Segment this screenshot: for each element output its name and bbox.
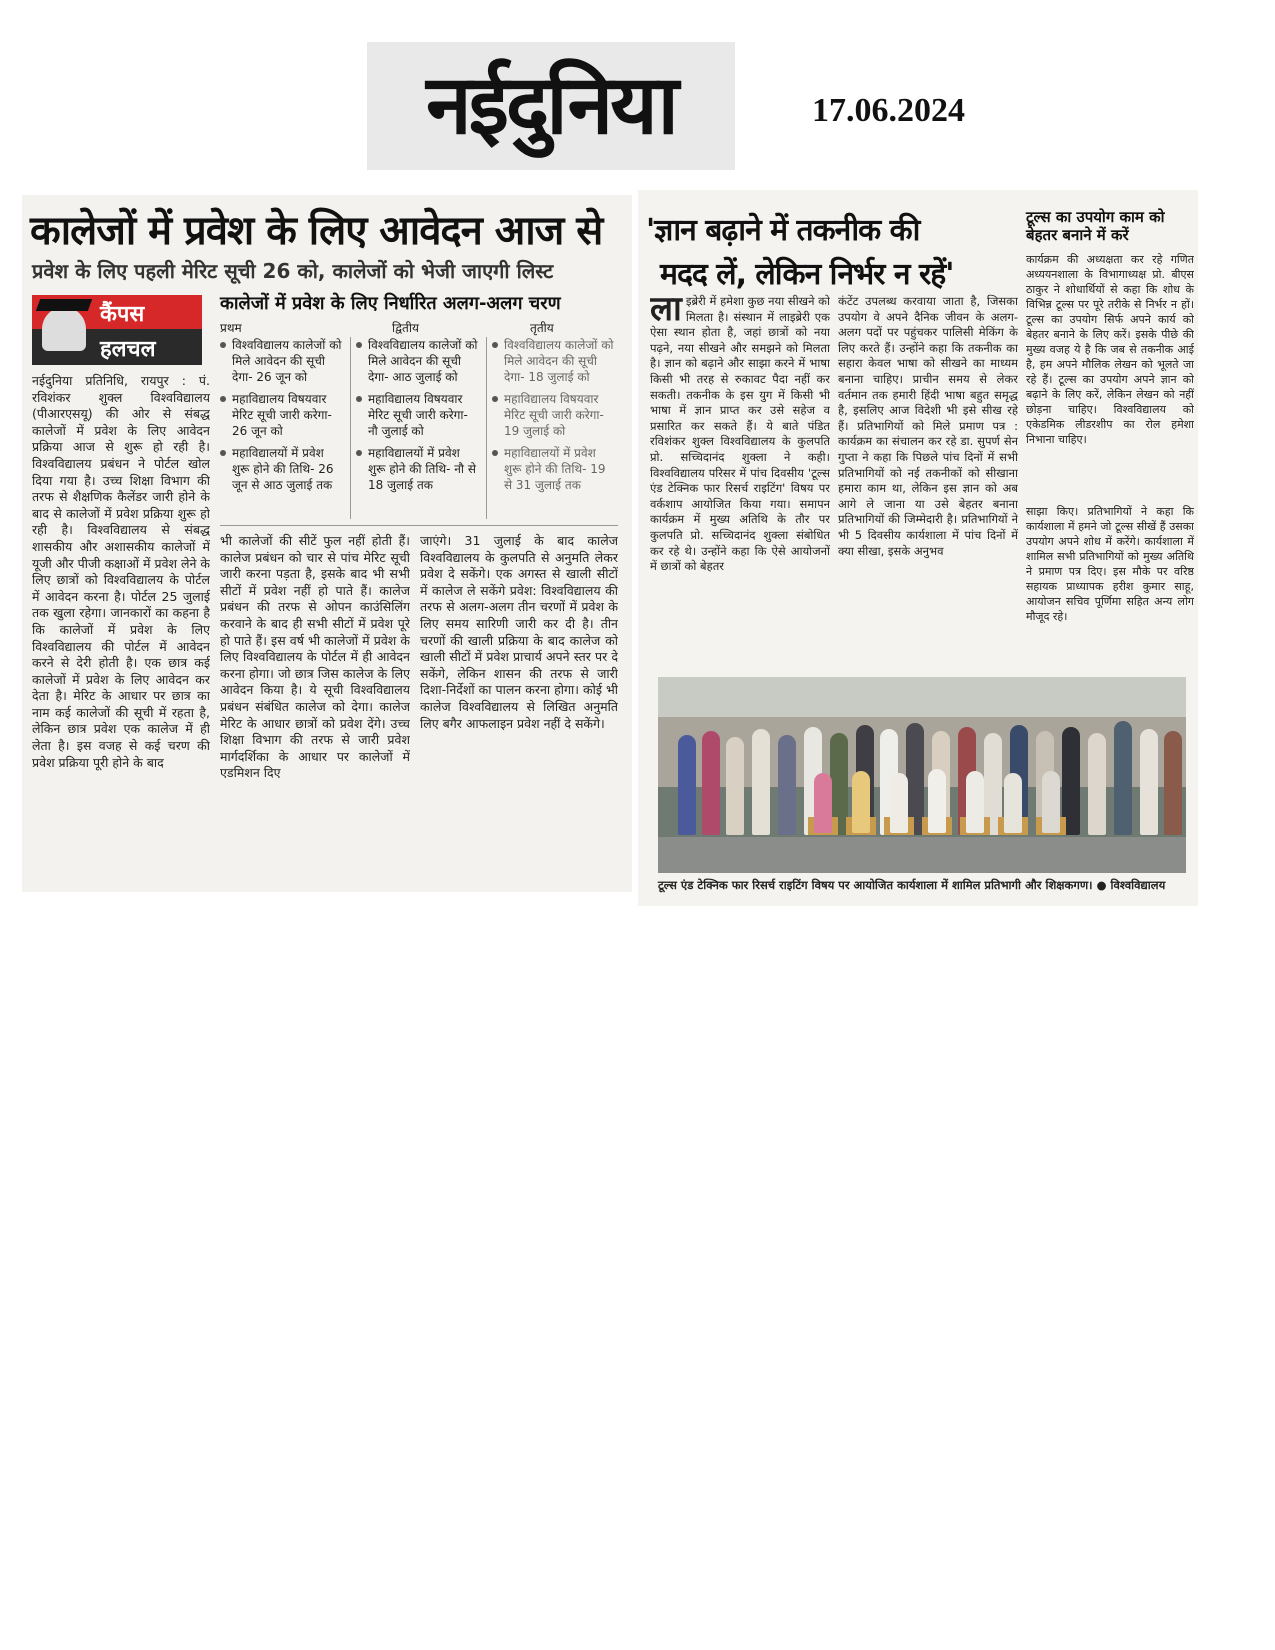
right-column-3b: साझा किए। प्रतिभागियों ने कहा कि कार्यशाला में हमने जो टूल्स सीखें हैं उसका उपयोग अपने शोध में करेंगे। कार्यशाला में शामिल सभी प्रतिभागियों को मुख्य अतिथि ने प्रमाण पत्र दिए। इस मौके पर वरिष्ठ सहायक प्राध्यापक हरीश कुमार साहू, आयोजन सचिव पूर्णिमा सहित अन्य लोग मौजूद रहे। — [1026, 505, 1194, 623]
workshop-group-photo — [658, 677, 1186, 873]
stage-label-2: द्वितीय — [392, 321, 419, 335]
newspaper-name: नईदुनिया — [426, 58, 676, 153]
stage-label-3: तृतीय — [530, 321, 554, 335]
right-column-1 — [650, 294, 830, 664]
left-headline: कालेजों में प्रवेश के लिए आवेदन आज से — [30, 208, 603, 254]
stage-item: विश्वविद्यालय कालेजों को मिले आवेदन की सूची देगा- 18 जुलाई को — [492, 337, 616, 385]
stage-item: महाविद्यालय विषयवार मेरिट सूची जारी करेगा- 19 जुलाई को — [492, 391, 616, 439]
stage-item: विश्वविद्यालय कालेजों को मिले आवेदन की सूची देगा- 26 जून को — [220, 337, 344, 385]
publication-date: 17.06.2024 — [812, 92, 965, 129]
left-column-1: नईदुनिया प्रतिनिधि, रायपुर : पं. रविशंकर शुक्ल विश्वविद्यालय (पीआरएसयू) की ओर से संबद्ध कालेजों में प्रवेश के लिए आवेदन प्रक्रिया आज से शुरू हो रही है। विश्वविद्यालय प्रबंधन ने पोर्टल खोल दिया गया है। उच्च शिक्षा विभाग की तरफ से शैक्षणिक कैलेंडर जारी होने के बाद से कालेजों में प्रवेश प्रक्रिया शुरू हो रही है। विश्वविद्यालय से संबद्ध शासकीय और अशासकीय कालेजों में यूजी और पीजी कक्षाओं में प्रवेश लेने के लिए छात्रों को विश्वविद्यालय के पोर्टल में आवेदन करना है। पोर्टल 25 जुलाई तक खुला रहेगा। जानकारों का कहना है कि कालेजों में प्रवेश के लिए विश्वविद्यालय की पोर्टल में आवेदन करने से देरी होती है। एक छात्र कई कालेजों में प्रवेश के लिए आवेदन कर देता है। मेरिट के आधार पर छात्र का नाम कई कालेजों की सूची में रहता है, लेकिन छात्र प्रवेश एक कालेज में ही लेता है। इस वजह से कई चरण की प्रवेश प्रक्रिया पूरी होने के बाद — [32, 373, 210, 770]
right-side-title: टूल्स का उपयोग काम को बेहतर बनाने में करें — [1026, 208, 1165, 244]
stage-column-2 — [356, 337, 480, 499]
right-headline-line2: मदद लें, लेकिन निर्भर न रहें' — [660, 257, 954, 292]
left-column-3: जाएंगे। 31 जुलाई के बाद कालेज विश्वविद्यालय के कुलपति से अनुमति लेकर प्रवेश दे सकेंगे। एक अगस्त से खाली सीटों में कालेज ले सकेंगे प्रवेश: विश्वविद्यालय की तरफ से अलग-अलग तीन चरणों में प्रवेश के लिए समय सारिणी जारी कर दी है। तीन चरणों की खाली प्रक्रिया के बाद कालेज को खाली सीटों में प्रवेश प्राचार्य अपने स्तर पर दे सकेंगे, लेकिन शासन की तरफ से जारी दिशा-निर्देशों का पालन करना होगा। कोई भी कालेज विश्वविद्यालय से लिखित अनुमति लिए बगैर आफलाइन प्रवेश नहीं दे सकेंगे। — [420, 533, 618, 731]
stage-item: महाविद्यालय विषयवार मेरिट सूची जारी करेगा- 26 जून को — [220, 391, 344, 439]
stage-item: महाविद्यालय विषयवार मेरिट सूची जारी करेगा- नौ जुलाई को — [356, 391, 480, 439]
right-headline-line1: 'ज्ञान बढ़ाने में तकनीक की — [646, 213, 920, 248]
photo-caption: टूल्स एंड टेक्निक फार रिसर्च राइटिंग विषय पर आयोजित कार्यशाला में शामिल प्रतिभागी और शिक्षकगण। ● विश्वविद्यालय — [658, 878, 1166, 892]
campus-halchal-badge — [32, 295, 202, 365]
right-column-3: कार्यक्रम की अध्यक्षता कर रहे गणित अध्ययनशाला के विभागाध्यक्ष प्रो. बीएस ठाकुर ने शोधार्थियों से कहा कि शोध के विभिन्न टूल्स पर पूरे तरीके से निर्भर न हों। टूल्स का उपयोग सिर्फ अपने कार्य को बेहतर बनाने के लिए करें। इसके पीछे की मुख्य वजह ये है कि जब से तकनीक आई है, हम अपने मौलिक लेखन को भूलते जा रहे हैं। टूल्स का उपयोग अपने ज्ञान को बढ़ाने के लिए करें, लेकिन लेखन को नहीं छोड़ना चाहिए। विश्वविद्यालय को एकेडमिक लीडरशीप का रोल हमेशा निभाना चाहिए। — [1026, 253, 1194, 446]
stage-column-3 — [492, 337, 616, 499]
right-column-2: कंटेंट उपलब्ध करवाया जाता है, जिसका उपयोग वे अपने दैनिक जीवन के अलग-अलग पदों पर पहुंचकर पालिसी मेकिंग के लिए करते हैं। उन्होंने कहा कि तकनीक का सहारा केवल भाषा को सीखने का माध्यम बनाना चाहिए। प्राचीन समय से लेकर वर्तमान तक हमारी हिंदी भाषा बहुत समृद्ध है, इसलिए आज विदेशी भी इसे सीख रहे हैं। प्रतिभागियों को मिले प्रमाण पत्र : कार्यक्रम का संचालन कर रहे डा. सुपर्ण सेन गुप्ता ने कहा कि पिछले पांच दिनों में सभी प्रतिभागियों को नई तकनीकों को सीखाना हमारा काम था, लेकिन इस ज्ञान को अब आगे ले जाना या उसे बेहतर बनाना प्रतिभागियों की जिम्मेदारी है। प्रतिभागियों ने भी 5 दिवसीय कार्यशाला में पांच दिनों में क्या सीखा, इसके अनुभव — [838, 294, 1018, 558]
stage-item: महाविद्यालयों में प्रवेश शुरू होने की तिथि- नौ से 18 जुलाई तक — [356, 445, 480, 493]
stage-label-1: प्रथम — [220, 321, 242, 335]
stage-item: विश्वविद्यालय कालेजों को मिले आवेदन की सूची देगा- आठ जुलाई को — [356, 337, 480, 385]
graduate-cap-icon — [42, 307, 86, 351]
badge-line2: हलचल — [100, 337, 156, 362]
left-subhead: प्रवेश के लिए पहली मेरिट सूची 26 को, कालेजों को भेजी जाएगी लिस्ट — [32, 259, 554, 283]
right-column-1-text: इब्रेरी में हमेशा कुछ नया सीखने को मिलता है। संस्थान में लाइब्रेरी एक ऐसा स्थान होता है, जहां छात्रों को नया पढ़ने, नया सीखने और समझने को मिलता है। ज्ञान को बढ़ाने और साझा करने में भाषा किसी भी तरह से रुकावट पैदा नहीं कर सकती। तकनीक के इस युग में किसी भी भाषा में ज्ञान प्राप्त कर उसे सहेज व प्रसारित कर सकते हैं। ये बाते पंडित रविशंकर शुक्ल विश्वविद्यालय के कुलपति प्रो. सच्चिदानंद शुक्ला ने कही। विश्वविद्यालय परिसर में पांच दिवसीय 'टूल्स एंड टेक्निक फार रिसर्च राइटिंग' विषय पर वर्कशाप आयोजित किया गया। समापन कार्यक्रम में मुख्य अतिथि के तौर पर कुलपति प्रो. सच्चिदानंद शुक्ला संबोधित कर रहे थे। उन्होंने कहा कि ऐसे आयोजनों में छात्रों को बेहतर — [650, 294, 830, 574]
badge-line1: कैंपस — [100, 302, 145, 327]
stages-box-title: कालेजों में प्रवेश के लिए निर्धारित अलग-अलग चरण — [220, 293, 561, 314]
right-news-clipping — [638, 190, 1198, 906]
stage-item: महाविद्यालयों में प्रवेश शुरू होने की तिथि- 26 जून से आठ जुलाई तक — [220, 445, 344, 493]
left-column-2: भी कालेजों की सीटें फुल नहीं होती हैं। कालेज प्रबंधन को चार से पांच मेरिट सूची जारी करना पड़ता है, इसके बाद भी सभी सीटों में प्रवेश नहीं हो पाते हैं। कालेज प्रबंधन की तरफ से ओपन काउंसिलिंग करवाने के बाद ही सभी सीटों में प्रवेश पूरे हो पाते हैं। इस वर्ष भी कालेजों में प्रवेश के लिए विश्वविद्यालय के पोर्टल में ही आवेदन करना होगा। जो छात्र जिस कालेज के लिए आवेदन किया है। ये सूची विश्वविद्यालय प्रबंधन संबंधित कालेज को देगा। कालेज मेरिट के आधार छात्रों को प्रवेश देंगे। उच्च शिक्षा विभाग की तरफ से जारी प्रवेश मार्गदर्शिका के आधार पर कालेजों में एडमिशन दिए — [220, 533, 410, 781]
left-news-clipping — [22, 195, 632, 892]
stage-item: महाविद्यालयों में प्रवेश शुरू होने की तिथि- 19 से 31 जुलाई तक — [492, 445, 616, 493]
dropcap: ला — [650, 294, 682, 329]
newspaper-masthead — [367, 42, 735, 170]
stage-column-1 — [220, 337, 344, 499]
